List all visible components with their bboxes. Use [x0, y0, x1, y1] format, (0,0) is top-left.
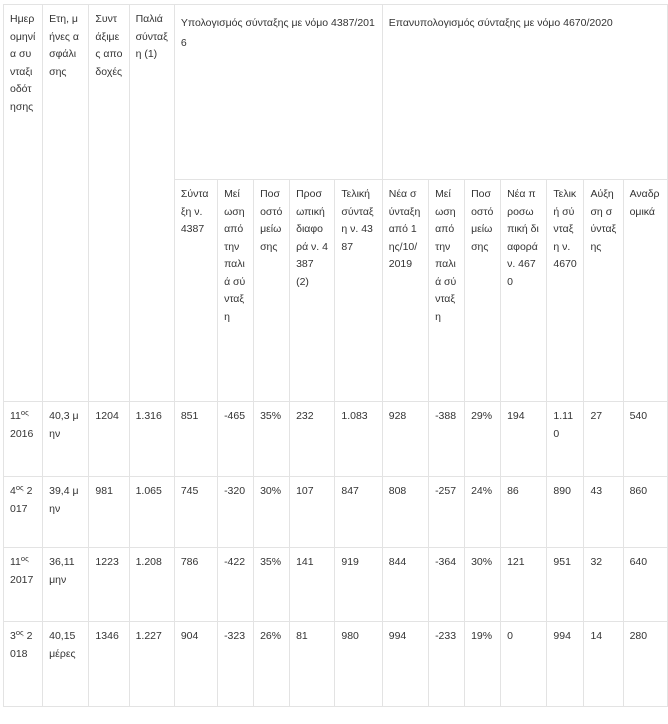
- sub-header-2016: Μείωση από την παλιά σύνταξη: [218, 180, 254, 402]
- cell-value: 890: [547, 477, 584, 548]
- cell-date: $3^{o\varsigma}$ 2018: [4, 622, 43, 707]
- cell-value: 786: [174, 548, 217, 622]
- cell-value: 19%: [465, 622, 501, 707]
- cell-value: 745: [174, 477, 217, 548]
- cell-value: 847: [335, 477, 382, 548]
- sub-header-2016: Τελική σύνταξη ν. 4387: [335, 180, 382, 402]
- cell-value: 30%: [465, 548, 501, 622]
- sub-header-2020: Νέα σύνταξη από 1ης/10/2019: [382, 180, 428, 402]
- cell-old-pension: 1.065: [129, 477, 174, 548]
- cell-value: 1.110: [547, 402, 584, 477]
- cell-earnings: 1346: [89, 622, 129, 707]
- sub-header-2016: Προσωπική διαφορά ν. 4387 (2): [290, 180, 335, 402]
- cell-years: 40,15 μέρες: [43, 622, 89, 707]
- cell-value: 994: [547, 622, 584, 707]
- sub-header-2016: Ποσοστό μείωσης: [254, 180, 290, 402]
- cell-date: $4^{o\varsigma}$ 2017: [4, 477, 43, 548]
- sub-header-2020: Νέα προσωπική διαφορά ν. 4670: [501, 180, 547, 402]
- sub-header-2016: Σύνταξη ν. 4387: [174, 180, 217, 402]
- cell-value: 26%: [254, 622, 290, 707]
- cell-value: 121: [501, 548, 547, 622]
- sub-header-2020: Αύξηση σύνταξης: [584, 180, 623, 402]
- cell-value: 14: [584, 622, 623, 707]
- cell-value: 24%: [465, 477, 501, 548]
- table-row: [4, 477, 668, 548]
- cell-old-pension: 1.316: [129, 402, 174, 477]
- cell-value: 30%: [254, 477, 290, 548]
- sub-header-2020: Μείωση από την παλιά σύνταξη: [429, 180, 465, 402]
- cell-earnings: 1223: [89, 548, 129, 622]
- cell-value: -388: [429, 402, 465, 477]
- cell-date: $11^{o\varsigma}$ 2016: [4, 402, 43, 477]
- cell-years: 39,4 μην: [43, 477, 89, 548]
- cell-value: -364: [429, 548, 465, 622]
- cell-value: 540: [623, 402, 667, 477]
- header-date: Ημερομηνία συνταξιοδότησης: [4, 5, 43, 402]
- header-earnings: Συντάξιμες αποδοχές: [89, 5, 129, 402]
- cell-value: 86: [501, 477, 547, 548]
- sub-header-2020: Αναδρομικά: [623, 180, 667, 402]
- cell-value: 29%: [465, 402, 501, 477]
- cell-old-pension: 1.208: [129, 548, 174, 622]
- cell-value: 32: [584, 548, 623, 622]
- cell-value: -320: [218, 477, 254, 548]
- cell-date: $11^{o\varsigma}$ 2017: [4, 548, 43, 622]
- cell-value: 27: [584, 402, 623, 477]
- header-row: [4, 5, 668, 180]
- cell-earnings: 981: [89, 477, 129, 548]
- sub-header-2020: Τελική σύνταξη ν. 4670: [547, 180, 584, 402]
- cell-value: -323: [218, 622, 254, 707]
- cell-value: 980: [335, 622, 382, 707]
- cell-years: 40,3 μην: [43, 402, 89, 477]
- table-row: [4, 622, 668, 707]
- cell-value: 232: [290, 402, 335, 477]
- cell-years: 36,11 μην: [43, 548, 89, 622]
- cell-value: -422: [218, 548, 254, 622]
- header-old-pension: Παλιά σύνταξη (1): [129, 5, 174, 402]
- cell-value: 994: [382, 622, 428, 707]
- header-group-2016: Υπολογισμός σύνταξης με νόμο 4387/2016: [174, 5, 382, 180]
- table-row: [4, 548, 668, 622]
- cell-value: 919: [335, 548, 382, 622]
- header-group-2020: Επανυπολογισμός σύνταξης με νόμο 4670/2020: [382, 5, 667, 180]
- cell-old-pension: 1.227: [129, 622, 174, 707]
- table-row: [4, 402, 668, 477]
- cell-value: 1.083: [335, 402, 382, 477]
- pension-table: [3, 4, 668, 707]
- cell-value: 951: [547, 548, 584, 622]
- cell-earnings: 1204: [89, 402, 129, 477]
- cell-value: 928: [382, 402, 428, 477]
- cell-value: 904: [174, 622, 217, 707]
- cell-value: 280: [623, 622, 667, 707]
- cell-value: 851: [174, 402, 217, 477]
- cell-value: 808: [382, 477, 428, 548]
- cell-value: 640: [623, 548, 667, 622]
- cell-value: -233: [429, 622, 465, 707]
- cell-value: 35%: [254, 548, 290, 622]
- header-years: Ετη, μήνες ασφάλισης: [43, 5, 89, 402]
- cell-value: 860: [623, 477, 667, 548]
- cell-value: -465: [218, 402, 254, 477]
- cell-value: -257: [429, 477, 465, 548]
- cell-value: 81: [290, 622, 335, 707]
- cell-value: 43: [584, 477, 623, 548]
- cell-value: 141: [290, 548, 335, 622]
- cell-value: 0: [501, 622, 547, 707]
- cell-value: 194: [501, 402, 547, 477]
- sub-header-2020: Ποσοστό μείωσης: [465, 180, 501, 402]
- cell-value: 107: [290, 477, 335, 548]
- cell-value: 35%: [254, 402, 290, 477]
- cell-value: 844: [382, 548, 428, 622]
